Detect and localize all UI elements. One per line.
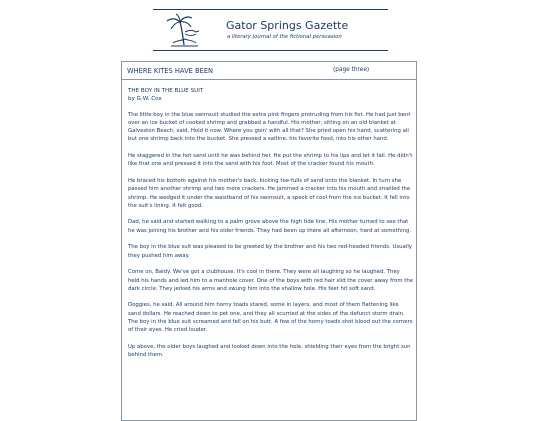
content-box (121, 61, 417, 421)
story-title: THE BOY IN THE BLUE SUIT (128, 88, 204, 94)
story-byline: by G.W. Cox (128, 96, 162, 103)
masthead-rule-top (153, 9, 388, 10)
palm-tree-gator-logo (165, 13, 201, 47)
story-paragraph: The little boy in the blue swimsuit studied the extra pink fingers protruding from his fist. He had just bent over an ice bucket of cooked shrimp and grabbed a handful. His mother, sitting on an old blanket at Galveston Beach, said, Hold it now. Where you goin' with all that? She pried open his hand, scattering all but one shrimp back into the bucket. She pressed a saltine, his favorite food, into his other hand. (128, 111, 411, 143)
page-label: (page three) (333, 67, 370, 73)
story-paragraph: The boy in the blue suit was pleased to be greeted by the brother and his two red-headed friends. Usually they pushed him away. (128, 244, 412, 259)
masthead-rule-bottom (153, 50, 388, 51)
story (128, 87, 413, 368)
story-paragraph: Doggies, he said. All around him horny toads stared, some in layers, and most of them flattening like sand dollars. He reached down to pet one, and they all scurried at the sides of the defunct storm drain. The boy in the blue suit screamed and fell on his butt. A few of the horny toads shot blood out the corners of their eyes. He cried louder. (128, 302, 413, 334)
story-paragraph: He staggered in the hot sand until he was behind her. He put the shrimp to his lips and let it fall. He didn't like that one and pressed it into the sand with his foot. Most of the cracker found his mouth. (128, 153, 413, 168)
gazette-subtitle: a literary journal of the fictional persuasion (227, 34, 342, 40)
story-paragraph: He braced his bottom against his mother's back, kicking toe-fulls of sand onto the blanket. In turn she passed him another shrimp and two more crackers. He jammed a cracker into his mouth and smelled the shrimp. He wedged it under the waistband of his swimsuit, a speck of cool from the ice bucket. It fell into the suit's lining. It felt good. (128, 177, 411, 209)
section-header (122, 62, 416, 80)
section-title: WHERE KITES HAVE BEEN (127, 67, 214, 75)
story-paragraph: Come on, Baldy. We've got a clubhouse. It's cool in there. They were all laughing so he laughed. They held his hands and led him to a manhole cover. One of the boys with red hair slid the cover away from the dark circle. They jerked his arms and swung him into the shallow hole. His feet hit soft sand. (128, 269, 413, 292)
story-paragraph: Up above, the older boys laughed and looked down into the hole, shielding their eyes from the bright sun behind them. (128, 343, 411, 359)
gazette-title: Gator Springs Gazette (226, 19, 349, 32)
story-paragraph: Dad, he said and started walking to a palm grove above the high tide line. His mother turned to see that he was joining his brother and his older friends. They had been up there all afternoon, hard at something. (128, 219, 412, 234)
